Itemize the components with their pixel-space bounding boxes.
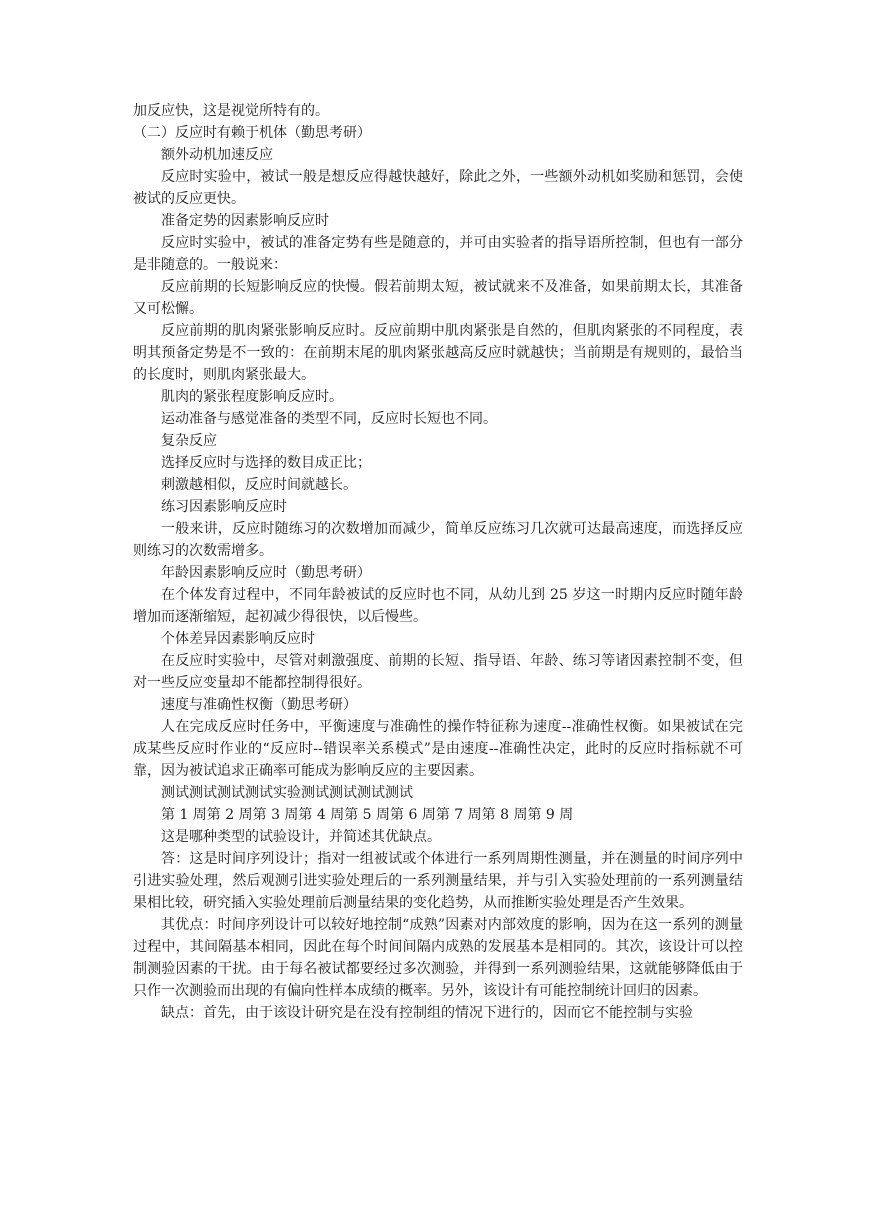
paragraph: 反应时实验中，被试的准备定势有些是随意的，并可由实验者的指导语所控制，但也有一部分是非随意的。一般说来：: [133, 235, 743, 273]
paragraph: 个体差异因素影响反应时: [161, 631, 315, 647]
document-body: [133, 100, 743, 1024]
paragraph: 在反应时实验中，尽管对刺激强度、前期的长短、指导语、年龄、练习等诸因素控制不变，但对一些反应变量却不能都控制得很好。: [133, 653, 743, 691]
paragraph: 反应时实验中，被试一般是想反应得越快越好，除此之外，一些额外动机如奖励和惩罚，会使被试的反应更快。: [133, 169, 743, 207]
paragraph: 缺点：首先，由于该设计研究是在没有控制组的情况下进行的，因而它不能控制与实验: [161, 1005, 693, 1021]
paragraph: 在个体发育过程中，不同年龄被试的反应时也不同，从幼儿到 25 岁这一时期内反应时随年龄增加而逐渐缩短，起初减少得很快，以后慢些。: [133, 587, 743, 625]
paragraph: 年龄因素影响反应时（勤思考研）: [161, 565, 371, 581]
paragraph: 刺激越相似，反应时间就越长。: [161, 477, 357, 493]
paragraph: 第 1 周第 2 周第 3 周第 4 周第 5 周第 6 周第 7 周第 8 周第 9 周: [161, 807, 574, 823]
paragraph: 一般来讲，反应时随练习的次数增加而减少，简单反应练习几次就可达最高速度，而选择反应则练习的次数需增多。: [133, 521, 743, 559]
paragraph: 运动准备与感觉准备的类型不同，反应时长短也不同。: [161, 411, 497, 427]
paragraph: 反应前期的长短影响反应的快慢。假若前期太短，被试就来不及准备，如果前期太长，其准备又可松懈。: [133, 279, 743, 317]
paragraph: 选择反应时与选择的数目成正比；: [161, 455, 371, 471]
paragraph: 肌肉的紧张程度影响反应时。: [161, 389, 343, 405]
paragraph: 其优点：时间序列设计可以较好地控制“成熟”因素对内部效度的影响，因为在这一系列的测量过程中，其间隔基本相同，因此在每个时间间隔内成熟的发展基本是相同的。其次，该设计可以控制测验因素的干扰。由于每名被试都要经过多次测验，并得到一系列测验结果，这就能够降低由于只作一次测验而出现的有偏向性样本成绩的概率。另外，该设计有可能控制统计回归的因素。: [133, 917, 743, 999]
paragraph: 这是哪种类型的试验设计，并简述其优缺点。: [161, 829, 441, 845]
paragraph: （二）反应时有赖于机体（勤思考研）: [133, 125, 371, 141]
paragraph: 答：这是时间序列设计；指对一组被试或个体进行一系列周期性测量，并在测量的时间序列中引进实验处理，然后观测引进实验处理后的一系列测量结果，并与引入实验处理前的一系列测量结果相比较，研究插入实验处理前后测量结果的变化趋势，从而推断实验处理是否产生效果。: [133, 851, 743, 911]
paragraph: 人在完成反应时任务中，平衡速度与准确性的操作特征称为速度--准确性权衡。如果被试在完成某些反应时作业的“反应时--错误率关系模式”是由速度--准确性决定，此时的反应时指标就不可靠，因为被试追求正确率可能成为影响反应的主要因素。: [133, 719, 743, 779]
paragraph: 测试测试测试测试实验测试测试测试测试: [161, 785, 413, 801]
paragraph: 额外动机加速反应: [161, 147, 273, 163]
paragraph: 反应前期的肌肉紧张影响反应时。反应前期中肌肉紧张是自然的，但肌肉紧张的不同程度，表明其预备定势是不一致的：在前期末尾的肌肉紧张越高反应时就越快；当前期是有规则的，最恰当的长度时，则肌肉紧张最大。: [133, 323, 743, 383]
paragraph: 练习因素影响反应时: [161, 499, 287, 515]
paragraph: 复杂反应: [161, 433, 217, 449]
paragraph: 准备定势的因素影响反应时: [161, 213, 329, 229]
paragraph: 加反应快，这是视觉所特有的。: [133, 103, 329, 119]
paragraph: 速度与准确性权衡（勤思考研）: [161, 697, 357, 713]
